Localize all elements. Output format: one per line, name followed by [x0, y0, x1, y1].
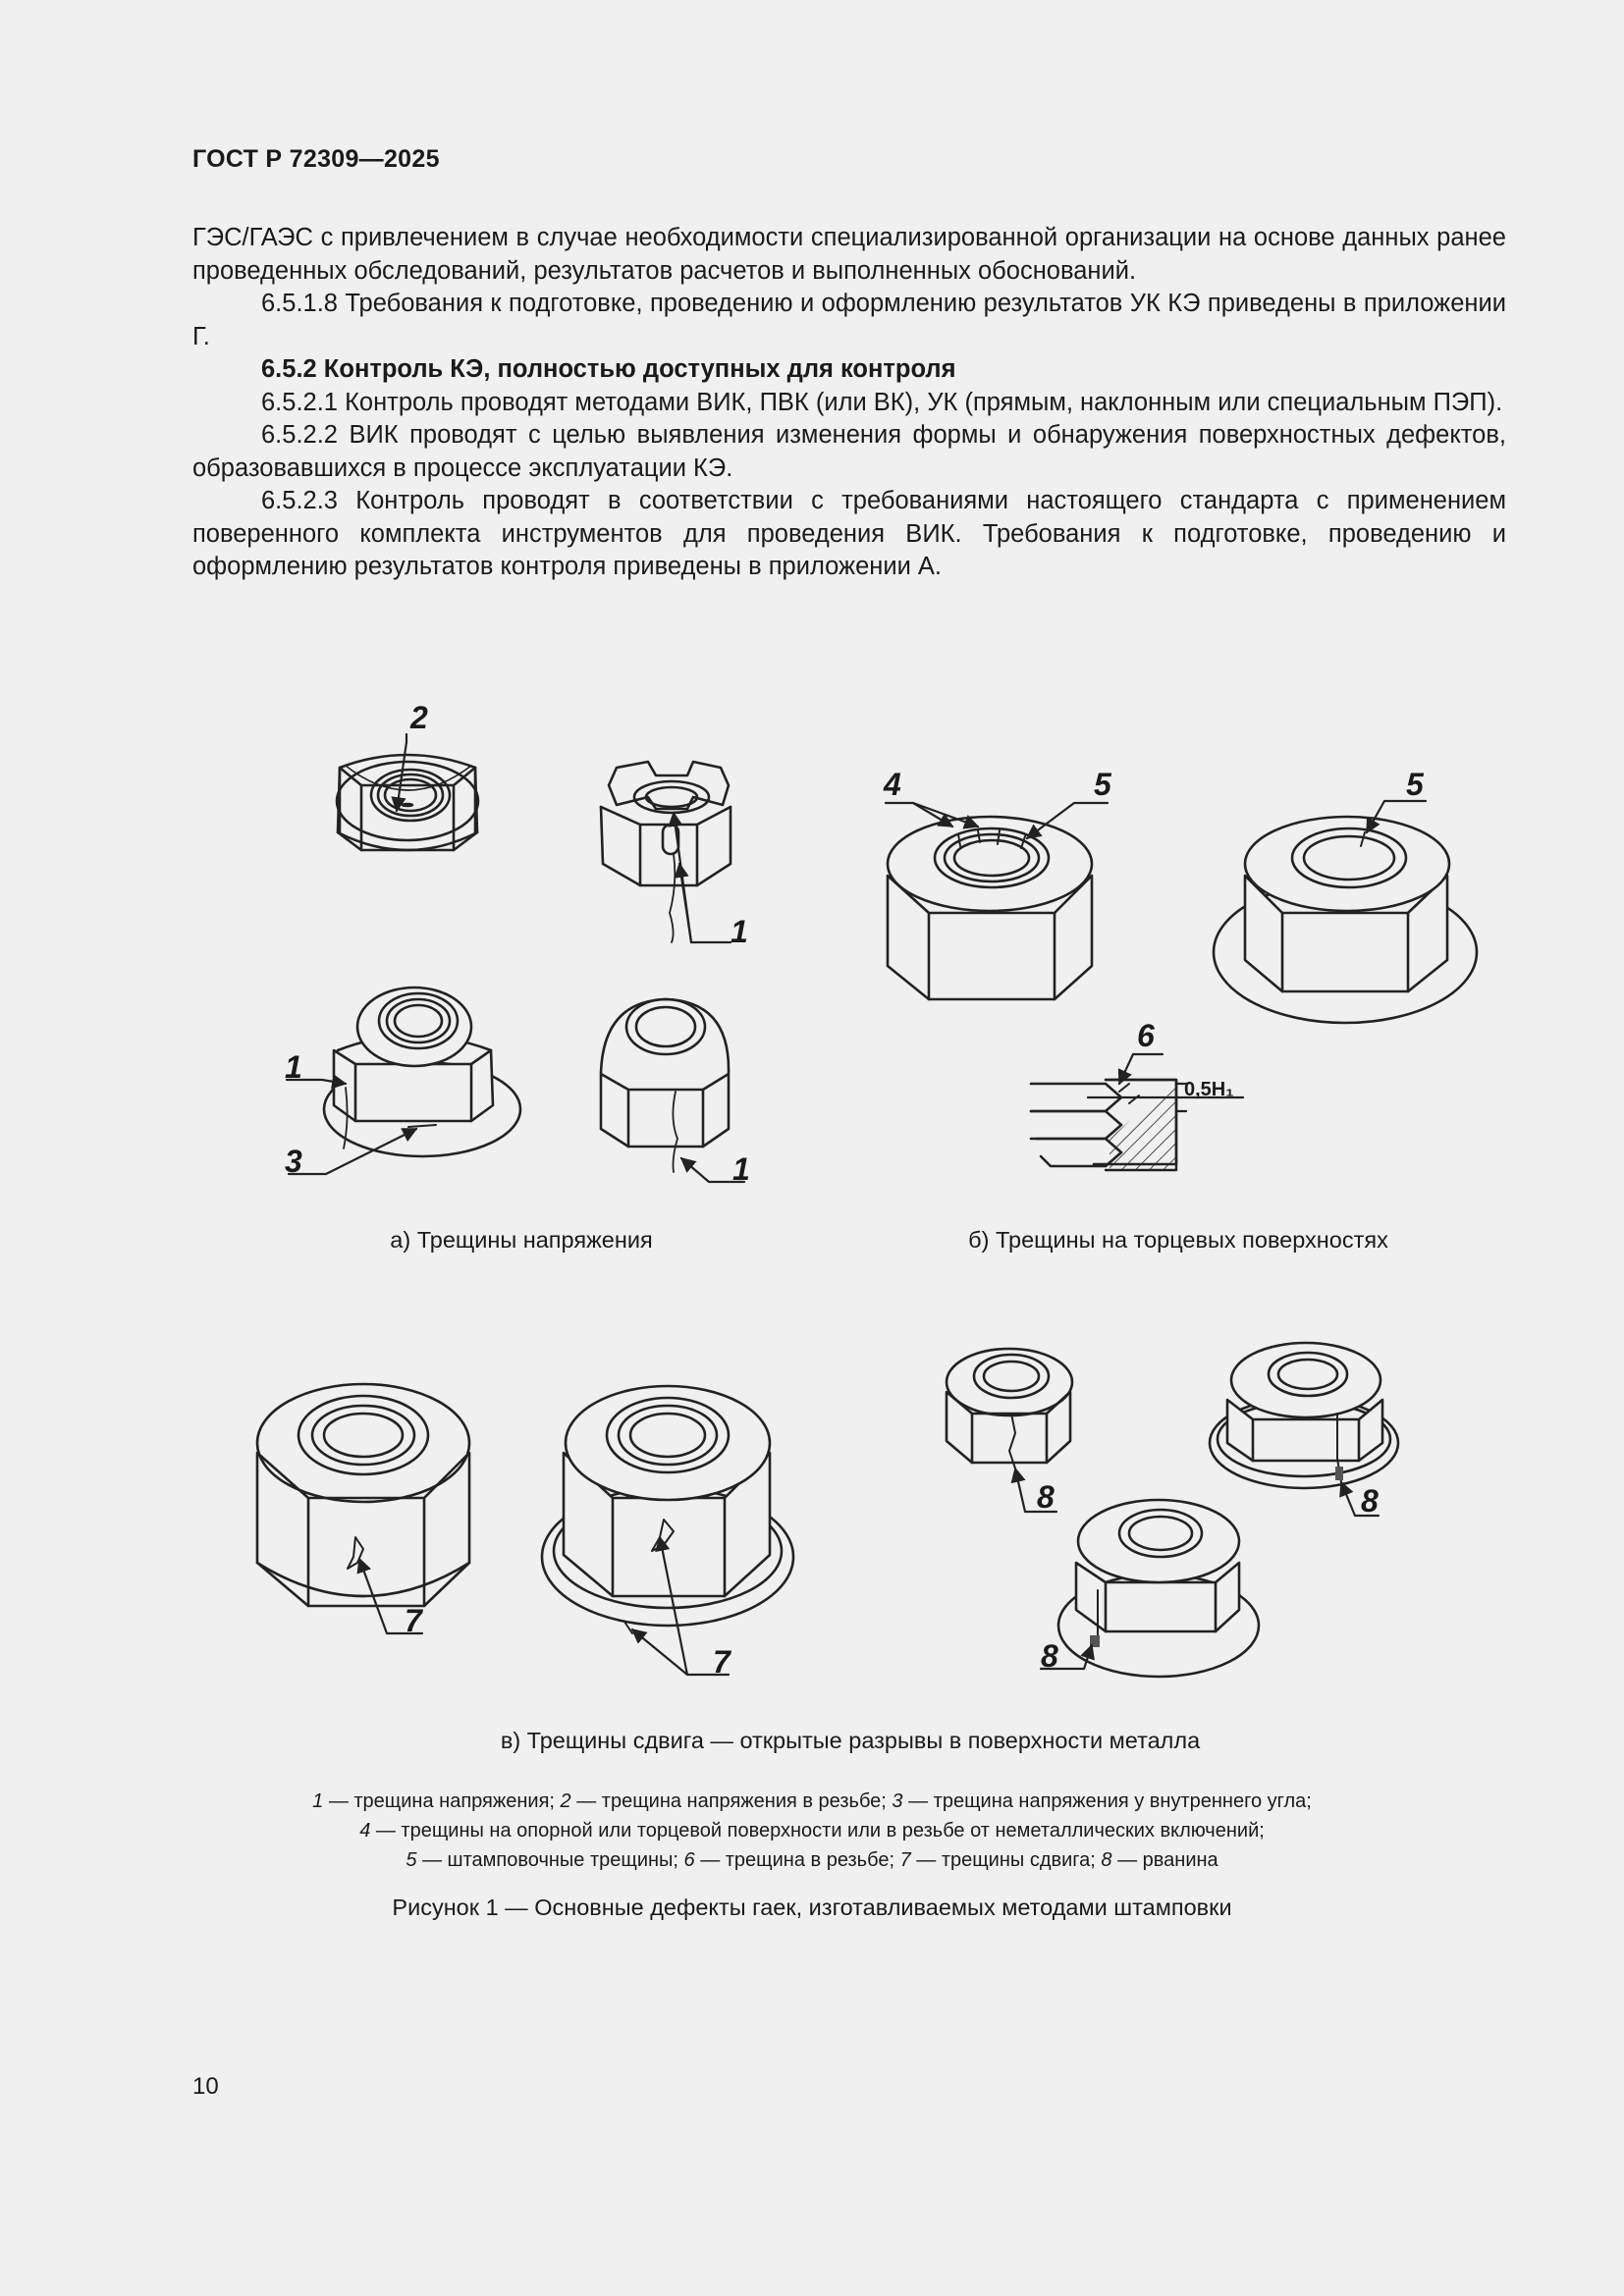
label-8-flange-bottom: 8 — [1041, 1638, 1058, 1674]
label-4: 4 — [884, 767, 901, 802]
legend-text: — рванина — [1111, 1849, 1218, 1871]
legend-num: 5 — [406, 1849, 417, 1871]
nut-drawing-c5 — [1058, 1500, 1259, 1677]
figure-title: Рисунок 1 — Основные дефекты гаек, изготавливаемых методами штамповки — [392, 1895, 1232, 1920]
nut-drawing-a4 — [601, 999, 729, 1172]
label-7-flange-nut: 7 — [713, 1644, 731, 1680]
legend-num: 7 — [899, 1849, 911, 1871]
section-heading-6-5-2: 6.5.2 Контроль КЭ, полностью доступных для контроля — [261, 355, 956, 383]
paragraph-6-5-2-1: 6.5.2.1 Контроль проводят методами ВИК, ПВК (или ВК), УК (прямым, наклонным или специальным ПЭП). — [261, 388, 1503, 416]
legend-text: — трещины на опорной или торцевой поверхности или в резьбе от неметаллических включений; — [370, 1820, 1265, 1842]
paragraph-6-5-2-3: 6.5.2.3 Контроль проводят в соответствии с требованиями настоящего стандарта с применением поверенного комплекта инструментов для проведения ВИК. Требования к подготовке, проведению и оформлению результатов контроля приведены в приложении А. — [192, 487, 1506, 580]
nut-drawing-b2 — [1214, 817, 1477, 1023]
paragraph-6-5-2-2: 6.5.2.2 ВИК проводят с целью выявления изменения формы и обнаружения поверхностных дефектов, образовавшихся в процессе эксплуатации КЭ. — [192, 421, 1506, 482]
legend-text: — трещина напряжения в резьбе; — [570, 1790, 893, 1812]
legend-line-3 — [147, 1845, 1477, 1875]
label-3: 3 — [285, 1144, 302, 1179]
nut-drawing-a2 — [601, 762, 731, 942]
legend-line-2 — [147, 1816, 1477, 1845]
legend-text: — трещина в резьбе; — [694, 1849, 900, 1871]
nut-drawing-b1 — [888, 817, 1092, 999]
legend-num: 8 — [1101, 1849, 1112, 1871]
legend-text: — трещины сдвига; — [910, 1849, 1102, 1871]
caption-b: б) Трещины на торцевых поверхностях — [968, 1227, 1388, 1253]
nut-drawing-c2 — [542, 1386, 793, 1633]
label-8-small-nut: 8 — [1037, 1479, 1055, 1515]
legend-num: 2 — [560, 1790, 571, 1812]
label-1-flange-nut: 1 — [285, 1049, 302, 1085]
nut-drawing-c3 — [947, 1349, 1072, 1468]
dimension-label: 0,5H₁ — [1184, 1079, 1234, 1100]
nut-drawing-a3 — [324, 988, 520, 1156]
document-header: ГОСТ Р 72309—2025 — [192, 145, 440, 173]
paragraph-6-5-1-8: 6.5.1.8 Требования к подготовке, проведению и оформлению результатов УК КЭ приведены в приложении Г. — [192, 290, 1506, 350]
legend-num: 3 — [892, 1790, 903, 1812]
legend-text: — трещина напряжения; — [323, 1790, 561, 1812]
label-5-hex-nut: 5 — [1094, 767, 1111, 802]
legend-num: 6 — [683, 1849, 695, 1871]
legend-num: 4 — [359, 1820, 371, 1842]
label-1-dome-nut: 1 — [732, 1151, 750, 1187]
label-2: 2 — [410, 700, 428, 735]
nut-drawing-c4 — [1210, 1343, 1398, 1488]
legend-text: — штамповочные трещины; — [416, 1849, 684, 1871]
caption-a: а) Трещины напряжения — [390, 1227, 653, 1253]
label-6: 6 — [1137, 1018, 1155, 1053]
caption-c: в) Трещины сдвига — открытые разрывы в поверхности металла — [500, 1728, 1201, 1753]
nut-drawing-a1 — [337, 755, 478, 850]
paragraph-continuation: ГЭС/ГАЭС с привлечением в случае необходимости специализированной организации на основе данных ранее проведенных обследований, результатов расчетов и выполненных обоснований. — [192, 224, 1506, 285]
nut-drawing-c1 — [257, 1384, 469, 1606]
legend-num: 1 — [312, 1790, 324, 1812]
legend-line-1 — [147, 1787, 1477, 1816]
legend-text: — трещина напряжения у внутреннего угла; — [902, 1790, 1312, 1812]
label-7-hex-nut: 7 — [405, 1603, 422, 1638]
label-8-flange-right: 8 — [1361, 1483, 1379, 1519]
label-1-castle-nut: 1 — [731, 914, 748, 949]
label-5-flange-nut: 5 — [1406, 767, 1424, 802]
figure-legend — [147, 1787, 1477, 1875]
page-number: 10 — [192, 2073, 219, 2100]
thread-section-drawing — [1031, 1080, 1176, 1170]
